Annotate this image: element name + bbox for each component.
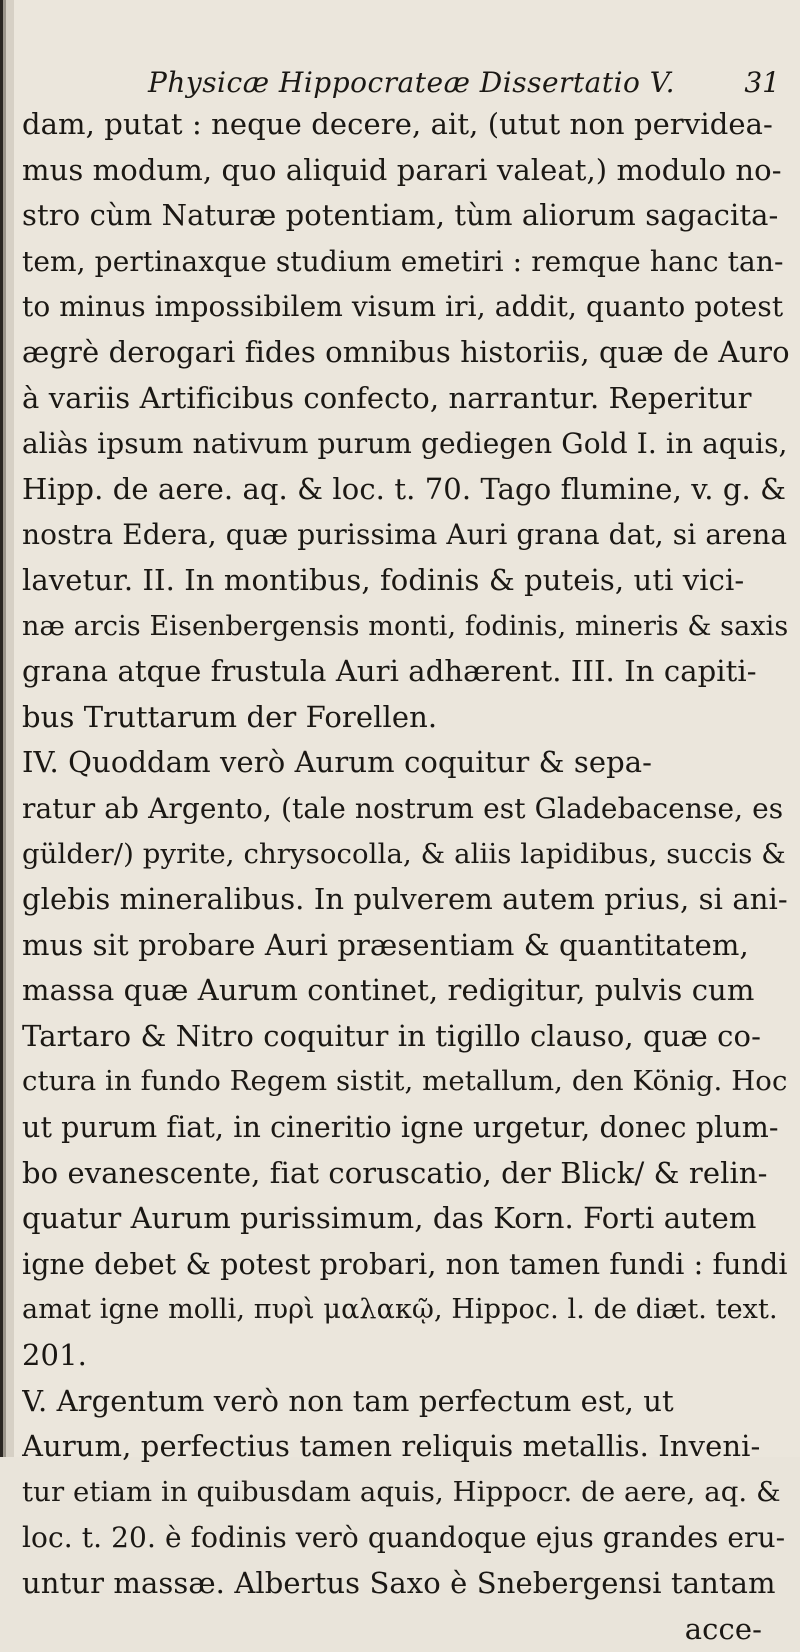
text-line: tur etiam in quibusdam aquis, Hippocr. de aere, aq. & bbox=[22, 1475, 781, 1508]
text-line: bo evanescente, fiat coruscatio, der Blick/ & relin- bbox=[22, 1155, 768, 1190]
text-line: bus Truttarum der Forellen. bbox=[22, 699, 438, 734]
text-line: ratur ab Argento, (tale nostrum est Gladebacense, es bbox=[22, 791, 784, 825]
text-line: V. Argentum verò non tam perfectum est, ut bbox=[22, 1383, 674, 1418]
text-line: gülder/) pyrite, chrysocolla, & aliis lapidibus, succis & bbox=[22, 837, 786, 870]
text-line: lavetur. II. In montibus, fodinis & puteis, uti vici- bbox=[22, 562, 745, 597]
text-line: stro cùm Naturæ potentiam, tùm aliorum sagacita- bbox=[22, 198, 779, 233]
text-line: grana atque frustula Auri adhærent. III. In capiti- bbox=[22, 654, 757, 689]
text-line: à variis Artificibus confecto, narrantur. Reperitur bbox=[22, 380, 752, 415]
catchword: acce- bbox=[684, 1611, 762, 1646]
text-line: ægrè derogari fides omnibus historiis, quæ de Auro bbox=[22, 334, 790, 369]
text-line: IV. Quoddam verò Aurum coquitur & sepa- bbox=[22, 745, 653, 780]
running-head-title: Physicæ Hippocrateæ Dissertatio V. bbox=[148, 66, 676, 99]
text-line: Tartaro & Nitro coquitur in tigillo clauso, quæ co- bbox=[22, 1018, 761, 1053]
text-line: mus sit probare Auri præsentiam & quantitatem, bbox=[22, 927, 749, 962]
text-line: loc. t. 20. è fodinis verò quandoque ejus grandes eru- bbox=[22, 1521, 786, 1555]
text-line: aliàs ipsum nativum purum gediegen Gold I. in aquis, bbox=[22, 427, 788, 461]
text-line: untur massæ. Albertus Saxo è Snebergensi tantam bbox=[22, 1566, 776, 1600]
binding-gutter bbox=[0, 0, 14, 1457]
text-line: 201. bbox=[22, 1338, 87, 1373]
text-line: to minus impossibilem visum iri, addit, quanto potest bbox=[22, 290, 784, 324]
running-head bbox=[148, 66, 788, 106]
page-number: 31 bbox=[744, 66, 780, 99]
text-line: amat igne molli, πυρὶ μαλακῷ, Hippoc. l. de diæt. text. bbox=[22, 1294, 778, 1326]
text-line: dam, putat : neque decere, ait, (utut non pervidea- bbox=[22, 107, 773, 141]
text-line: Aurum, perfectius tamen reliquis metallis. Inveni- bbox=[22, 1429, 761, 1464]
text-line: nostra Edera, quæ purissima Auri grana dat, si arena bbox=[22, 518, 788, 552]
text-line: næ arcis Eisenbergensis monti, fodinis, mineris & saxis bbox=[22, 610, 789, 642]
body-text bbox=[22, 102, 790, 1652]
text-line: tem, pertinaxque studium emetiri : remque hanc tan- bbox=[22, 244, 784, 278]
text-line: glebis mineralibus. In pulverem autem prius, si ani- bbox=[22, 882, 788, 917]
text-line: massa quæ Aurum continet, redigitur, pulvis cum bbox=[22, 973, 755, 1008]
text-line: ctura in fundo Regem sistit, metallum, den König. Hoc bbox=[22, 1065, 788, 1098]
text-line: mus modum, quo aliquid parari valeat,) modulo no- bbox=[22, 152, 782, 187]
text-line: Hipp. de aere. aq. & loc. t. 70. Tago flumine, v. g. & bbox=[22, 471, 787, 506]
text-line: igne debet & potest probari, non tamen fundi : fundi bbox=[22, 1247, 788, 1281]
text-line: ut purum fiat, in cineritio igne urgetur, donec plum- bbox=[22, 1111, 779, 1145]
text-line: quatur Aurum purissimum, das Korn. Forti autem bbox=[22, 1201, 757, 1236]
